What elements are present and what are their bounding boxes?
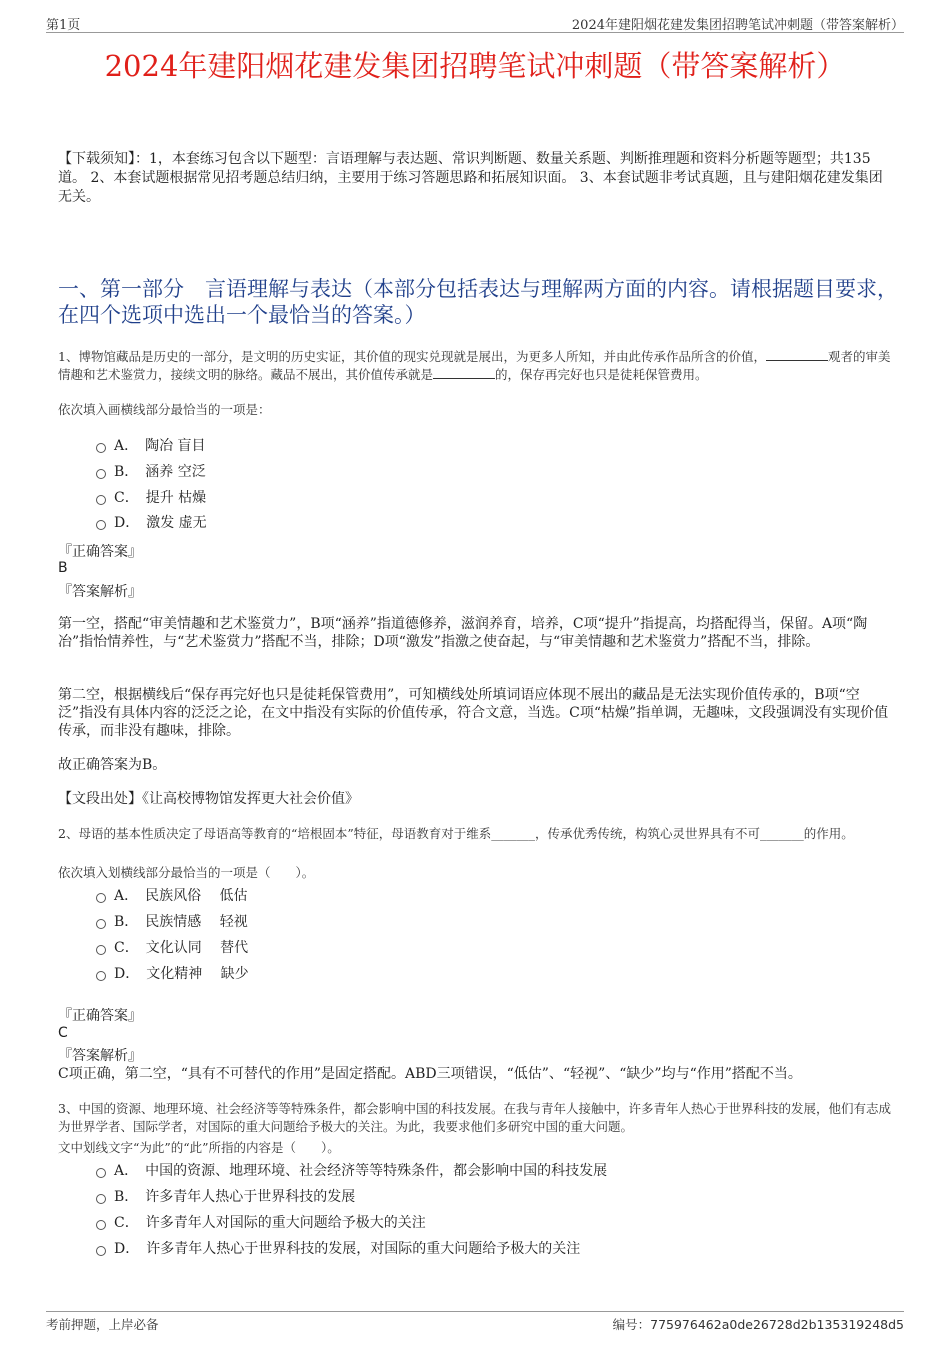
option-label: A． 中国的资源、地理环境、社会经济等等特殊条件，都会影响中国的科技发展: [114, 1163, 608, 1179]
option-label: D． 激发 虚无: [114, 515, 207, 531]
footer-divider: [46, 1311, 904, 1312]
question-2-prompt: 依次填入划横线部分最恰当的一项是（ ）。: [58, 865, 315, 880]
option-c[interactable]: [96, 1214, 426, 1232]
question-1-text-part-1: 1、博物馆藏品是历史的一部分，是文明的历史实证，其价值的现实兑现就是展出，为更多人所知，并由此传承作品所含的价值，: [58, 349, 766, 364]
radio-icon[interactable]: [96, 893, 106, 903]
header-doc-name: 2024年建阳烟花建发集团招聘笔试冲刺题（带答案解析）: [571, 18, 904, 33]
question-3-prompt: 文中划线文字“为此”的“此”所指的内容是（ ）。: [58, 1140, 340, 1155]
footer-code-label: 编号：: [612, 1317, 651, 1332]
analysis-label: 『答案解析』: [58, 1048, 142, 1064]
option-label: A． 陶冶 盲目: [114, 438, 206, 454]
option-label: B． 涵养 空泛: [114, 464, 206, 480]
analysis-paragraph: 第一空，搭配“审美情趣和艺术鉴赏力”，B项“涵养”指道德修养，滋润养育，培养，C项“提升”指提高，均搭配得当，保留。A项“陶冶”指怡情养性，与“艺术鉴赏力”搭配不当，排除；D项“激发”指激之使奋起，与“审美情趣和艺术鉴赏力”搭配不当，排除。: [58, 616, 868, 650]
option-label: B． 许多青年人热心于世界科技的发展: [114, 1189, 356, 1205]
option-label: B． 民族情感 轻视: [114, 914, 248, 930]
option-c[interactable]: [96, 489, 206, 507]
page-title: 2024年建阳烟花建发集团招聘笔试冲刺题（带答案解析）: [104, 49, 846, 83]
analysis-paragraph: C项正确，第二空，“具有不可替代的作用”是固定搭配。ABD三项错误，“低估”、“轻视”、“缺少”均与“作用”搭配不当。: [58, 1066, 802, 1082]
option-label: C． 文化认同 替代: [114, 940, 249, 956]
option-label: C． 提升 枯燥: [114, 490, 207, 506]
option-label: D． 文化精神 缺少: [114, 966, 249, 982]
footer-code: [613, 1315, 904, 1333]
radio-icon[interactable]: [96, 1194, 106, 1204]
radio-icon[interactable]: [96, 945, 106, 955]
option-label: D． 许多青年人热心于世界科技的发展，对国际的重大问题给予极大的关注: [114, 1241, 581, 1257]
radio-icon[interactable]: [96, 1246, 106, 1256]
analysis-paragraph: 第二空，根据横线后“保存再完好也只是徒耗保管费用”，可知横线处所填词语应体现不展出的藏品是无法实现价值传承的，B项“空泛”指没有具体内容的泛泛之论，在文中指没有实际的价值传承，符合文意，当选。C项“枯燥”指单调，无趣味，文段强调没有实现价值传承，而非没有趣味，排除。: [58, 687, 889, 739]
option-a[interactable]: [96, 887, 248, 905]
correct-answer: C: [58, 1025, 68, 1041]
radio-icon[interactable]: [96, 1220, 106, 1230]
question-1-text: [58, 348, 898, 384]
radio-icon[interactable]: [96, 469, 106, 479]
option-b[interactable]: [96, 1188, 355, 1206]
option-d[interactable]: [96, 965, 249, 983]
question-1-text-part-2: 观者的审美情趣和艺术鉴赏力，接续文明的脉络。藏品不展出，其价值传承就是: [58, 349, 891, 382]
section-heading: 一、第一部分 言语理解与表达（本部分包括表达与理解两方面的内容。请根据题目要求，在四个选项中选出一个最恰当的答案。）: [58, 277, 898, 327]
option-b[interactable]: [96, 463, 206, 481]
radio-icon[interactable]: [96, 520, 106, 530]
blank-1: [766, 348, 828, 361]
option-label: A． 民族风俗 低估: [114, 888, 248, 904]
option-d[interactable]: [96, 514, 207, 532]
radio-icon[interactable]: [96, 1168, 106, 1178]
question-1-text-part-3: 的，保存再完好也只是徒耗保管费用。: [495, 367, 708, 382]
option-c[interactable]: [96, 939, 248, 957]
correct-answer: B: [58, 560, 68, 576]
analysis-label: 『答案解析』: [58, 584, 142, 600]
page-number: 第1页: [46, 18, 81, 33]
question-2-text: 2、母语的基本性质决定了母语高等教育的“培根固本”特征，母语教育对于维系_______，传承优秀传统，构筑心灵世界具有不可_______的作用。: [58, 826, 854, 841]
correct-answer-label: 『正确答案』: [58, 544, 142, 560]
radio-icon[interactable]: [96, 971, 106, 981]
blank-2: [433, 366, 495, 379]
correct-answer-label: 『正确答案』: [58, 1008, 142, 1024]
option-a[interactable]: [96, 437, 206, 455]
footer-code-value: 775976462a0de26728d2b135319248d5: [650, 1317, 904, 1332]
question-3-text: 3、中国的资源、地理环境、社会经济等等特殊条件，都会影响中国的科技发展。在我与青年人接触中，许多青年人热心于世界科技的发展，他们有志成为世界学者、国际学者，对国际的重大问题给予极大的关注。为此，我要求他们多研究中国的重大问题。: [58, 1101, 891, 1134]
option-a[interactable]: [96, 1162, 607, 1180]
download-notice: 【下载须知】：1，本套练习包含以下题型：言语理解与表达题、常识判断题、数量关系题、判断推理题和资料分析题等题型；共135道。 2、本套试题根据常见招考题总结归纳，主要用于练习答题思路和拓展知识面。 3、本套试题非考试真题，且与建阳烟花建发集团无关。: [58, 151, 883, 205]
question-1-prompt: 依次填入画横线部分最恰当的一项是：: [58, 402, 271, 417]
option-label: C． 许多青年人对国际的重大问题给予极大的关注: [114, 1215, 426, 1231]
option-b[interactable]: [96, 913, 248, 931]
radio-icon[interactable]: [96, 443, 106, 453]
analysis-conclusion: 故正确答案为B。: [58, 757, 167, 773]
header-divider: [46, 32, 904, 33]
radio-icon[interactable]: [96, 919, 106, 929]
option-d[interactable]: [96, 1240, 580, 1258]
source-citation: 【文段出处】《让高校博物馆发挥更大社会价值》: [58, 791, 359, 807]
footer-slogan: 考前押题，上岸必备: [46, 1317, 159, 1332]
radio-icon[interactable]: [96, 495, 106, 505]
